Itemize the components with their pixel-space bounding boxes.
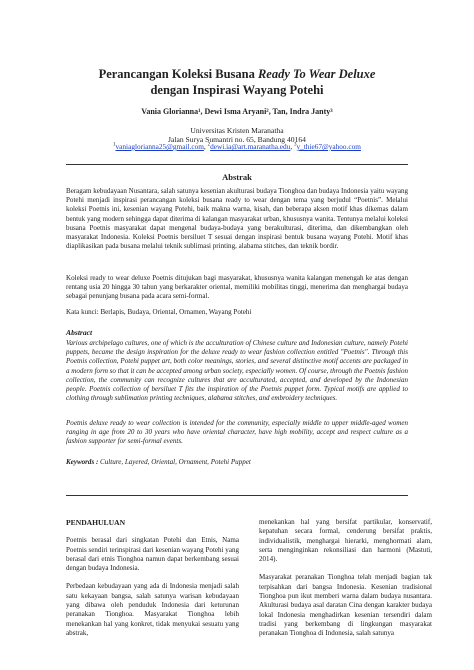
section-heading: PENDAHULUAN	[66, 518, 126, 527]
email-link-2[interactable]: dewi.ia@art.maranatha.edu	[210, 142, 291, 151]
abstract-heading: Abstract	[66, 328, 93, 337]
email-link-1[interactable]: vaniaglorianna25@gmail.com	[115, 142, 204, 151]
divider-top	[66, 164, 408, 165]
keywords-label: Keywords :	[66, 458, 99, 466]
affiliation-institution: Universitas Kristen Maranatha	[190, 126, 284, 135]
body-right-column	[259, 518, 432, 648]
abstract-paragraph-1: Various archipelago cultures, one of which is the acculturation of Chinese culture and Indonesian culture, namely Potehi puppets, became the design inspiration for the deluxe ready to wear fashion collection entitled "Poetnis". Through this Poetnis collection, Potehi puppet art, both color meanings, stories, and several distinctive motif accents are packaged in a modern form so that it can be accepted among urban society, especially women. Of course, through the Poetnis fashion collection, the community can recognize cultures that are acculturated, accepted, and developed by the Indonesian people. Poetnis collection of bersiluet T fits the inspiration of the Poetnis puppet form. Typical motifs are applied to clothing through sublimation printing techniques, alabama stitches, and embroidery techniques.	[66, 339, 408, 403]
email-link-3[interactable]: y_thie67@yahoo.com	[296, 142, 361, 151]
email-number: 3	[293, 142, 297, 148]
abstrak-paragraph-2: Koleksi ready to wear deluxe Poetnis ditujukan bagi masyarakat, khususnya wanita kalangan menengah ke atas dengan rentang usia 20 hingga 30 tahun yang berkarakter oriental, memiliki mobilitas tinggi, menerima dan menghargai budaya sebagai penunjang busana pada acara semi-formal.	[66, 274, 408, 301]
abstrak-heading: Abstrak	[222, 172, 252, 182]
body-left-column	[66, 518, 239, 647]
affiliation-address: Jalan Surya Sumantri no. 65, Bandung 40164	[168, 135, 306, 144]
email-list: $^1$vaniaglorianna25@gmail.com, $^2$dewi.ia@art.maranatha.edu, $^3$y_thie67@yahoo.com	[113, 142, 361, 151]
body-paragraph: Masyarakat peranakan Tionghoa telah menjadi bagian tak terpisahkan dari bangsa Indonesia. Kesenian tradisional Tionghoa pun ikut memberi warna dalam budaya nusantara. Akulturasi budaya asal daratan Cina dengan karakter budaya lokal Indonesia menghadirkan kesenian tersendiri dalam tradisi yang berkembang di lingkungan masyarakat peranakan Tionghoa di Indonesia, salah satunya	[259, 573, 432, 638]
body-paragraph: Poetnis berasal dari singkatan Potehi dan Etnis, Nama Poetnis sendiri terinspirasi dari kesenian wayang Potehi yang berasal dari etnis Tionghoa namun dapat berkembang sesuai dengan budaya Indonesia.	[66, 536, 239, 573]
paper-title	[60, 66, 414, 98]
title-line1-prefix: Perancangan Koleksi Busana	[98, 67, 258, 81]
abstrak-paragraph-1: Beragam kebudayaan Nusantara, salah satunya kesenian akulturasi budaya Tionghoa dan budaya Indonesia yaitu wayang Potehi menjadi inspirasi perancangan koleksi busana ready to wear dengan tema yang berjudul “Poetnis”. Melalui koleksi Poetnis ini, kesenian wayang Potehi, baik makna warna, kisah, dan beberapa aksen motif khas dikemas dalam bentuk yang modern sehingga dapat diterima di kalangan masyarakat urban, khususnya wanita. Tentunya melalui koleksi busana Poetnis masyarakat dapat mengenal budaya-budaya yang berakulturasi, diterima, dan dikembangkan oleh masyarakat Indonesia. Koleksi Poetnis bersiluet T sesuai dengan inspirasi bentuk busana wayang Potehi. Motif khas diaplikasikan pada busana melalui teknik sublimasi printing, alabama stitches, dan teknik bordir.	[66, 187, 408, 251]
abstract-keywords	[66, 458, 408, 467]
title-line2: dengan Inspirasi Wayang Potehi	[150, 83, 324, 97]
author-list: Vania Glorianna¹, Dewi Isma Aryani², Tan, Indra Janty³	[141, 107, 333, 116]
keywords-list: Culture, Layered, Oriental, Ornament, Potehi Puppet	[98, 458, 251, 466]
email-number: 1	[113, 142, 116, 148]
divider-bottom	[66, 495, 408, 496]
body-paragraph: Perbedaan kebudayaan yang ada di Indonesia menjadi salah satu kekayaan bangsa, salah satunya warisan kebudayaan yang dibawa oleh penduduk Indonesia dari keturunan peranakan Tionghoa. Masyarakat Tionghoa lebih menekankan hal yang konkret, tidak menyukai sesuatu yang abstrak,	[66, 582, 239, 637]
abstract-paragraph-2: Poetnis deluxe ready to wear collection is intended for the community, especially middle to upper middle-aged women ranging in age from 20 to 30 years who have oriental character, have high mobility, accept and respect culture as a fashion supporter for semi-formal events.	[66, 419, 408, 446]
abstrak-keywords: Kata kunci: Berlapis, Budaya, Oriental, Ornamen, Wayang Potehi	[66, 308, 252, 316]
title-line1-italic: Ready To Wear Deluxe	[257, 67, 376, 81]
email-number: 2	[207, 142, 211, 148]
body-paragraph: menekankan hal yang bersifat partikular, konservatif, kepatuhan secara formal, cenderung bersifat praktis, individualistik, menghargai hierarki, menghormati alam, serta menginginkan rekonsiliasi dan harmoni (Mastuti, 2014).	[259, 518, 432, 564]
